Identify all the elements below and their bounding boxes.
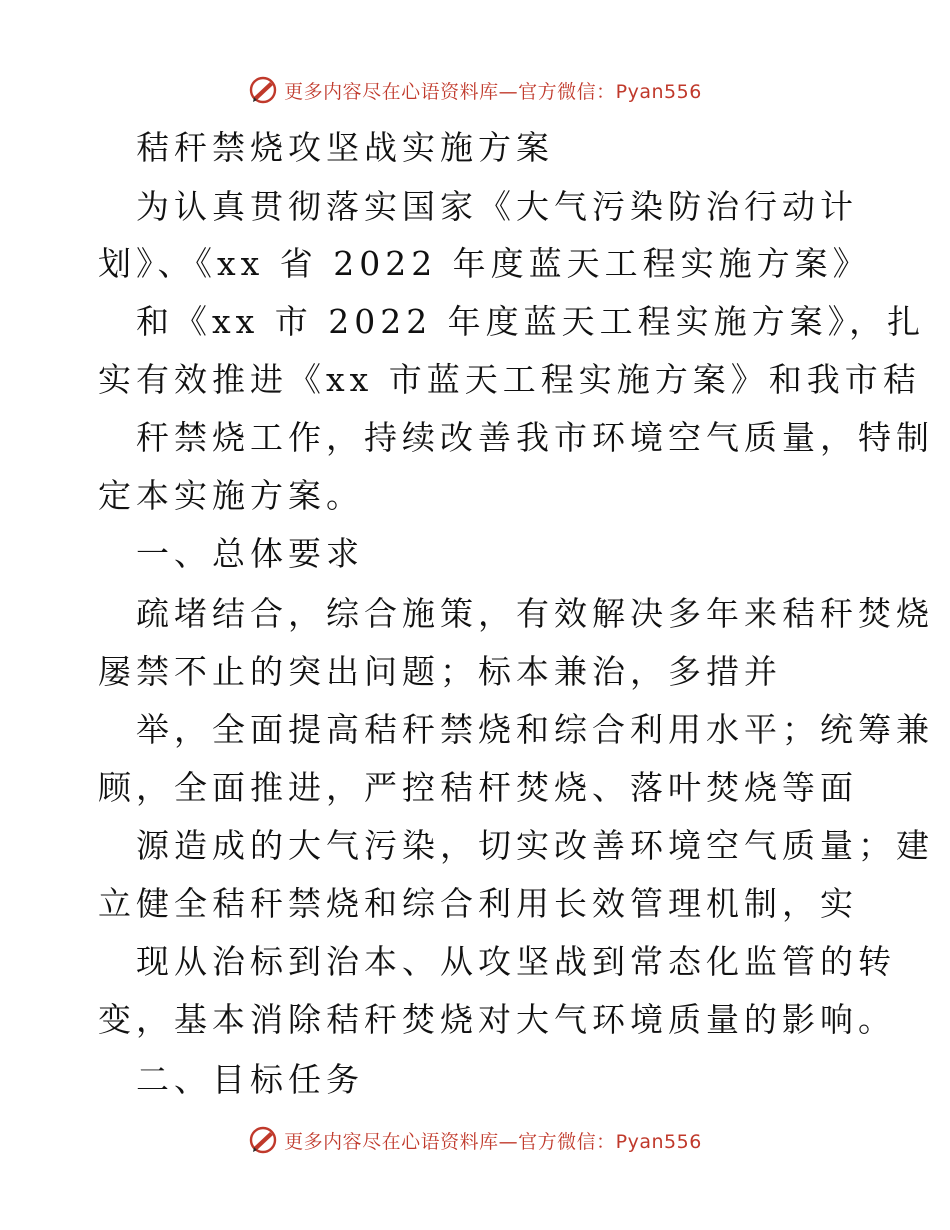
paragraph-line: 划》、《xx 省 2022 年度蓝天工程实施方案》 [98, 244, 871, 283]
watermark-wechat: 官方微信：Pyan556 [518, 1130, 702, 1153]
document-title: 秸秆禁烧攻坚战实施方案 [136, 128, 554, 167]
paragraph-line: 和《xx 市 2022 年度蓝天工程实施方案》，扎 [136, 302, 926, 341]
brand-logo-icon [248, 1125, 278, 1155]
paragraph-line: 为认真贯彻落实国家《大气污染防治行动计 [136, 187, 858, 226]
paragraph-line: 秆禁烧工作，持续改善我市环境空气质量，特制 [136, 418, 934, 457]
paragraph-line: 源造成的大气污染，切实改善环境空气质量；建 [136, 826, 934, 865]
paragraph-line: 实有效推进《xx 市蓝天工程实施方案》和我市秸 [98, 360, 921, 399]
section-heading: 一、总体要求 [136, 534, 364, 573]
paragraph-line: 疏堵结合，综合施策，有效解决多年来秸秆焚烧 [136, 594, 934, 633]
watermark-separator: — [498, 80, 519, 103]
watermark-separator: — [498, 1130, 519, 1153]
watermark-text: 更多内容尽在心语资料库 [284, 1130, 499, 1153]
watermark-text: 更多内容尽在心语资料库 [284, 80, 499, 103]
paragraph-line: 举，全面提高秸秆禁烧和综合利用水平；统筹兼 [136, 710, 934, 749]
paragraph-line: 现从治标到治本、从攻坚战到常态化监管的转 [136, 942, 896, 981]
paragraph-line: 变，基本消除秸秆焚烧对大气环境质量的影响。 [98, 1000, 896, 1039]
section-heading: 二、目标任务 [136, 1060, 364, 1099]
paragraph-line: 顾，全面推进，严控秸杆焚烧、落叶焚烧等面 [98, 768, 858, 807]
paragraph-line: 定本实施方案。 [98, 476, 364, 515]
paragraph-line: 屡禁不止的突出问题；标本兼治，多措并 [98, 652, 782, 691]
footer-watermark [0, 1120, 950, 1160]
paragraph-line: 立健全秸秆禁烧和综合利用长效管理机制，实 [98, 884, 858, 923]
watermark-wechat: 官方微信：Pyan556 [518, 80, 702, 103]
